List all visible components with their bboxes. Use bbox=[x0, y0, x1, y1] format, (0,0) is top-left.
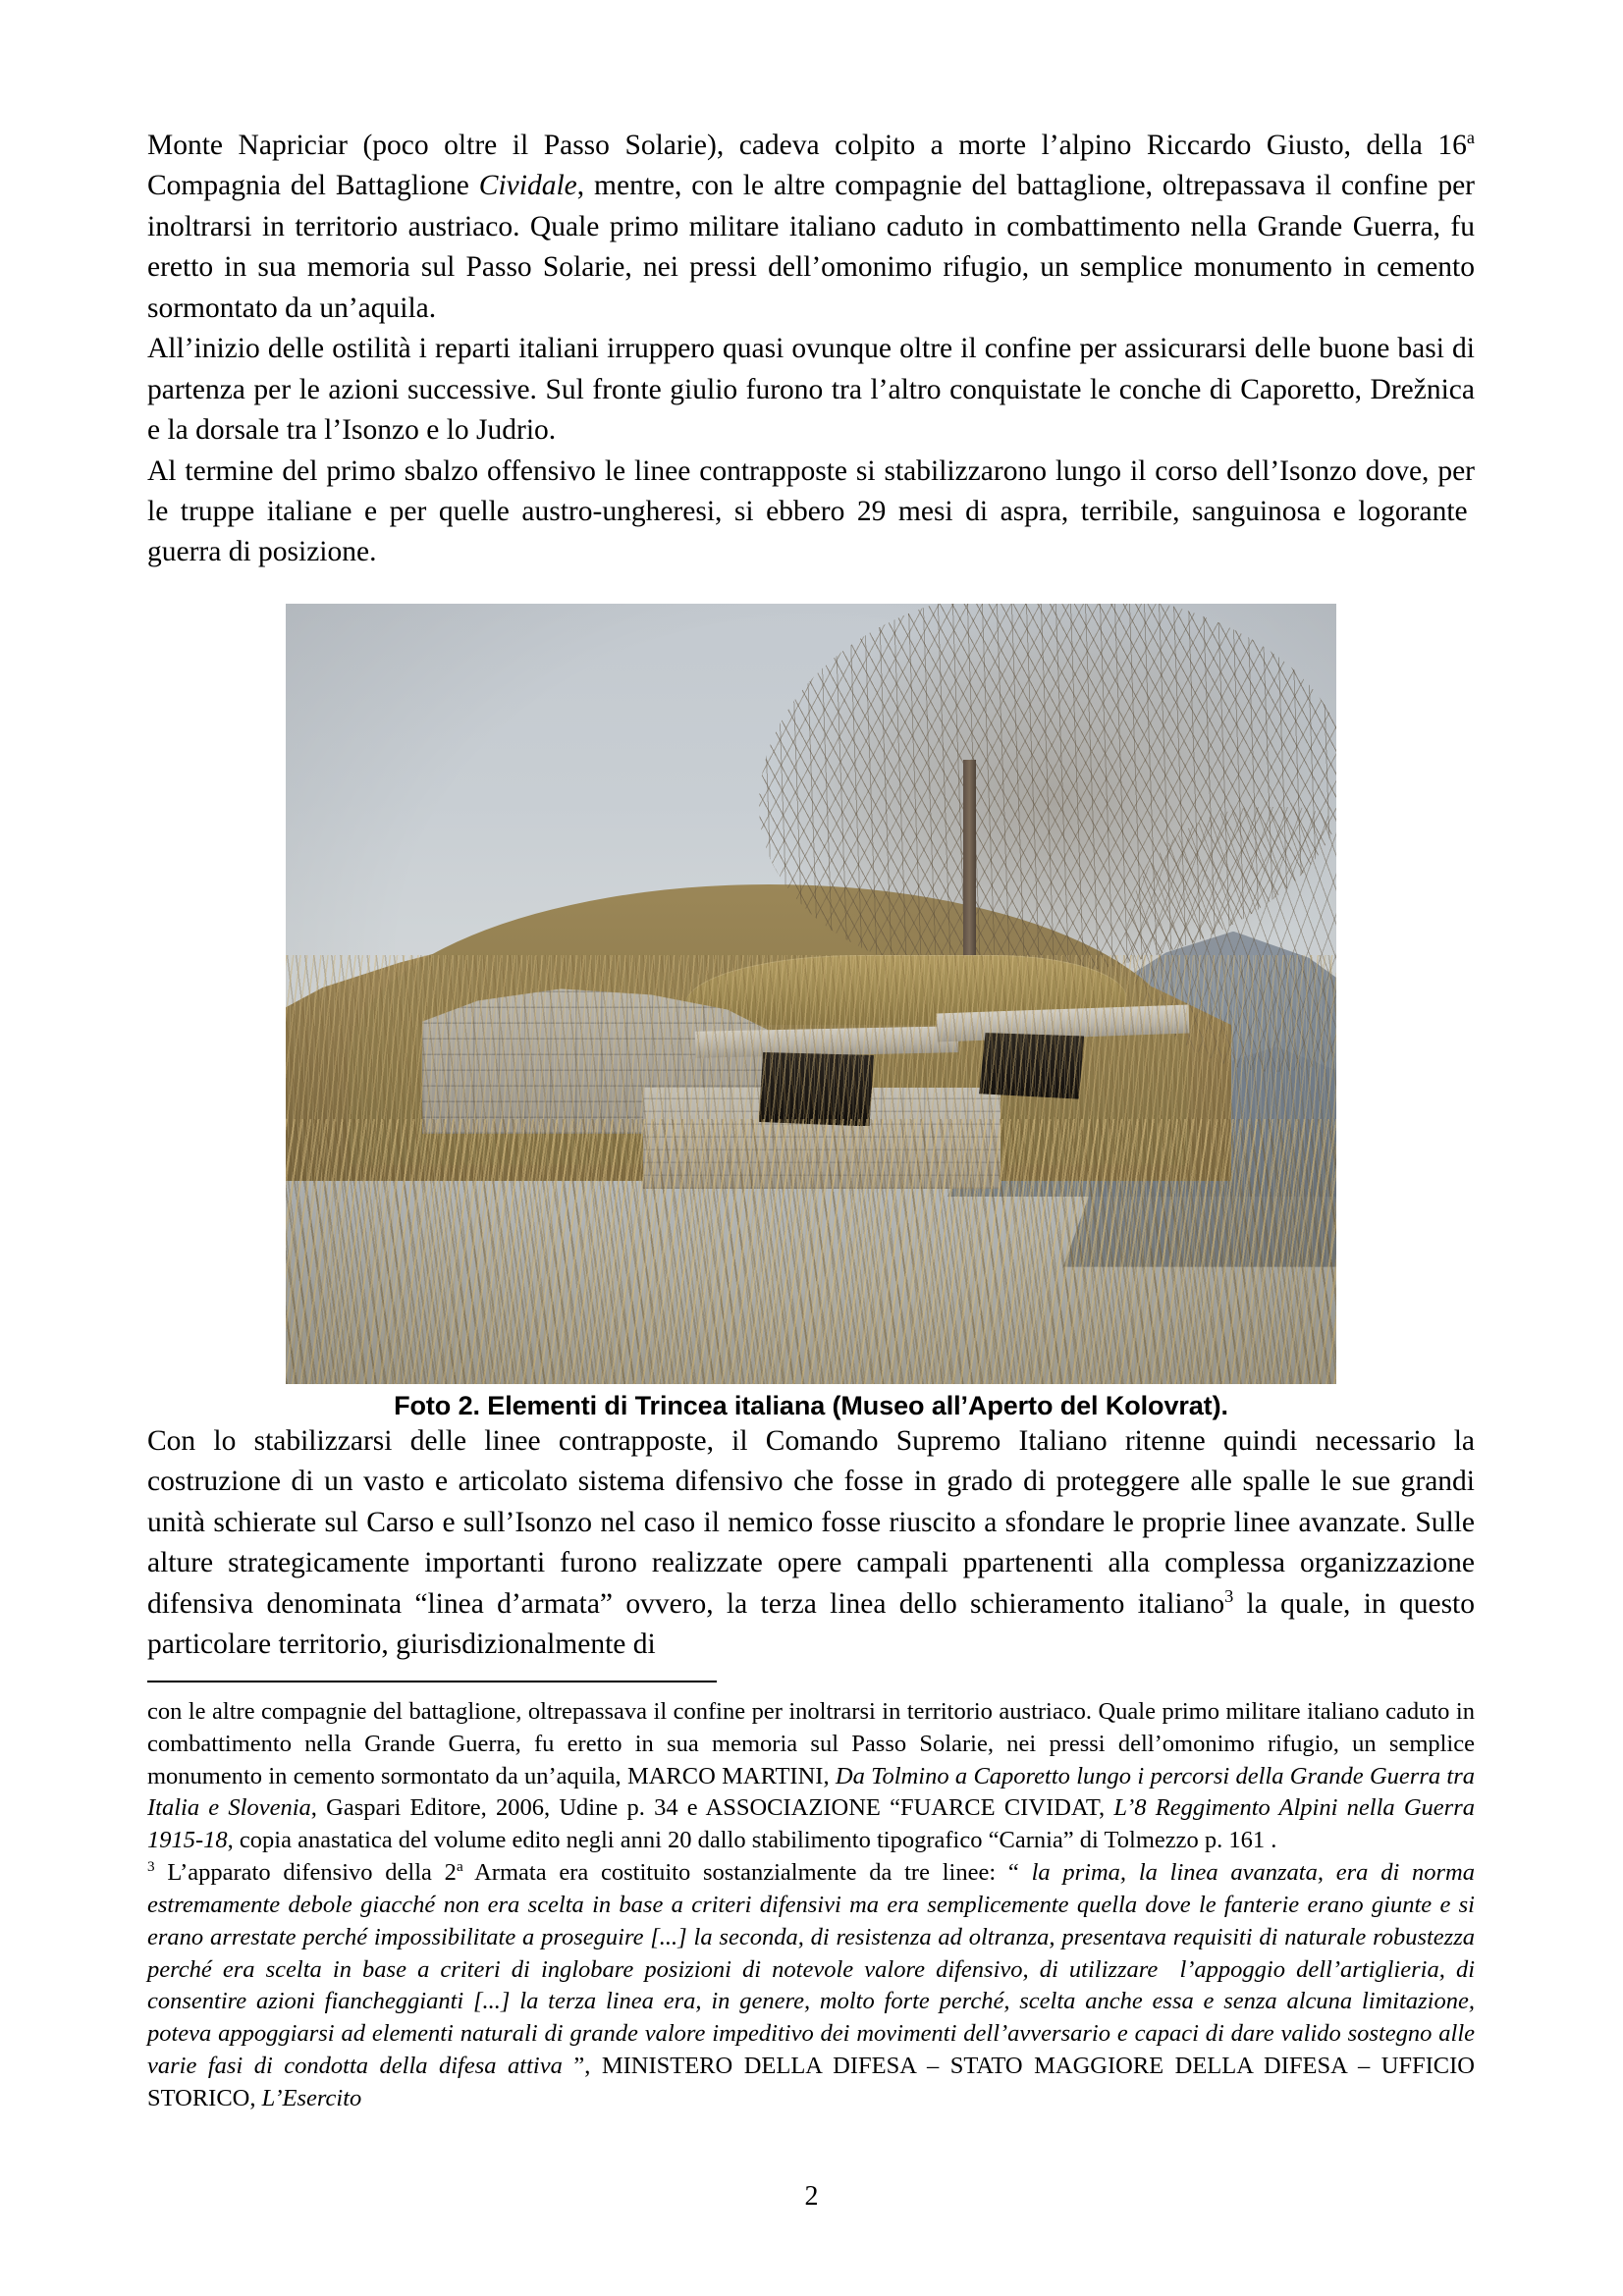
footnote-3: $^3$ L’apparato difensivo della 2$^a$ Armata era costituito sostanzialmente da tre linee: “ la prima, la linea avanzata, era di norma estremamente debole giacché non era scelta in base a criteri difensivi ma era semplicemente quella dove le fanterie erano giunte e si erano arrestate perché impossibilitate a proseguire [...] la seconda, di resistenza ad oltranza, presentava requisiti di naturale robustezza perché era scelta in base a criteri di inglobare posizioni di notevole valore difensivo, di utilizzare l’appoggio dell’artiglieria, di consentire azioni fiancheggianti [...] la terza linea era, in genere, molto forte perché, scelta anche essa e senza alcuna limitazione, poteva appoggiarsi ad elementi naturali di grande valore impeditivo dei movimenti dell’avversario e capaci di dare valido sostegno alle varie fasi di condotta della difesa attiva ”, MINISTERO DELLA DIFESA – STATO MAGGIORE DELLA DIFESA – UFFICIO STORICO, L’Esercito bbox=[147, 1857, 1476, 2111]
photo-vignette bbox=[286, 604, 1336, 1384]
paragraph-inizio-ostilita: All’inizio delle ostilità i reparti italiani irruppero quasi ovunque oltre il confine per assicurarsi delle buone basi di partenza per le azioni successive. Sul fronte giulio furono tra l’altro conquistate le conche di Caporetto, Drežnica e la dorsale tra l’Isonzo e lo Judrio. bbox=[147, 333, 1475, 447]
page-number: 2 bbox=[804, 2181, 819, 2212]
paragraph-monte-napriciar: Monte Napriciar (poco oltre il Passo Solarie), cadeva colpito a morte l’alpino Riccardo Giusto, della 16$^a$ Compagnia del Battaglione Cividale, mentre, con le altre compagnie del battaglione, oltrepassava il confine per inoltrarsi in territorio austriaco. Quale primo militare italiano caduto in combattimento nella Grande Guerra, fu eretto in sua memoria sul Passo Solarie, nei pressi dell’omonimo rifugio, un semplice monumento in cemento sormontato da un’aquila. bbox=[147, 128, 1475, 324]
figure-caption: Foto 2. Elementi di Trincea italiana (Museo all’Aperto del Kolovrat). bbox=[394, 1390, 1228, 1420]
main-text-column bbox=[147, 126, 1475, 1665]
paragraph-comando-supremo: Con lo stabilizzarsi delle linee contrapposte, il Comando Supremo Italiano ritenne quindi necessario la costruzione di un vasto e articolato sistema difensivo che fosse in grado di proteggere alle spalle le sue grandi unità schierate sul Carso e sull’Isonzo nel caso il nemico fosse riuscito a sfondare le proprie linee avanzate. Sulle alture strategicamente importanti furono realizzate opere campali ppartenenti alla complessa organizzazione difensiva denominata “linea d’armata” ovvero, la terza linea dello schieramento italiano$^3$ la quale, in questo particolare territorio, giurisdizionalmente di bbox=[147, 1424, 1475, 1660]
footnote-separator-rule bbox=[147, 1681, 717, 1682]
photo-trincea-italiana bbox=[286, 604, 1336, 1384]
figure-foto-2 bbox=[147, 604, 1475, 1421]
footnote-2: con le altre compagnie del battaglione, oltrepassava il confine per inoltrarsi in territorio austriaco. Quale primo militare italiano caduto in combattimento nella Grande Guerra, fu eretto in sua memoria sul Passo Solarie, nei pressi dell’omonimo rifugio, un semplice monumento in cemento sormontato da un’aquila, MARCO MARTINI, Da Tolmino a Caporetto lungo i percorsi della Grande Guerra tra Italia e Slovenia, Gaspari Editore, 2006, Udine p. 34 e ASSOCIAZIONE “FUARCE CIVIDAT, L’8 Reggimento Alpini nella Guerra 1915-18, copia anastatica del volume edito negli anni 20 dallo stabilimento tipografico “Carnia” di Tolmezzo p. 161 . bbox=[147, 1698, 1476, 1854]
paragraph-primo-sbalzo: Al termine del primo sbalzo offensivo le linee contrapposte si stabilizzarono lungo il corso dell’Isonzo dove, per le truppe italiane e per quelle austro-ungheresi, si ebbero 29 mesi di aspra, terribile, sanguinosa e logorante guerra di posizione. bbox=[147, 454, 1475, 568]
footnote-section bbox=[147, 1681, 1475, 2115]
